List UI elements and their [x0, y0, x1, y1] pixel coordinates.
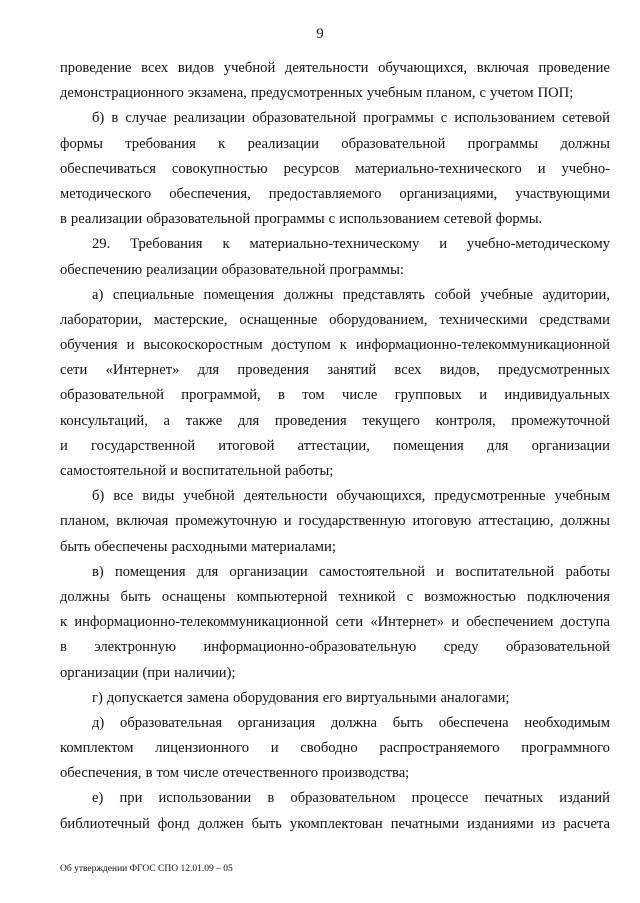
word: доступом [271, 337, 331, 354]
text-line [60, 333, 610, 358]
word: наличии); [174, 664, 236, 681]
word: реализации [173, 110, 246, 127]
footer-note: Об утверждении ФГОС СПО 12.01.09 – 05 [60, 864, 233, 874]
word: для [237, 412, 260, 429]
word: учебно-методическому [466, 236, 610, 253]
word: обучающихся, [378, 60, 468, 76]
word: мастерские, [153, 311, 228, 328]
word: возможностью [424, 588, 516, 605]
word: участвующими [515, 185, 610, 202]
word: учебной [223, 60, 276, 76]
text-line [60, 736, 610, 761]
word: использованием [339, 211, 440, 228]
word: быть [392, 714, 424, 731]
word: лицензионного [155, 740, 250, 757]
text-line [60, 560, 610, 585]
word: оснащенные [239, 311, 318, 328]
word: среду [443, 639, 479, 656]
word: 29. [92, 236, 111, 253]
word: организации [531, 437, 610, 454]
word: обеспечения, [169, 185, 251, 202]
text-line [60, 232, 610, 257]
word: материально-технического [355, 160, 522, 177]
word: числе [182, 765, 219, 782]
word: замена [186, 689, 229, 706]
page-number: 9 [316, 26, 324, 42]
word: аудитории, [542, 286, 610, 303]
word: программой, [181, 387, 261, 404]
word: оснащены [161, 588, 226, 605]
word: обеспечиваться [60, 160, 156, 177]
word: реализации [70, 211, 143, 228]
word: обучения [60, 337, 118, 354]
word: Требования [130, 236, 203, 253]
word: индивидуальных [504, 387, 610, 404]
word: необходимым [524, 714, 610, 731]
word: предусмотренных [250, 85, 363, 102]
word: материалами; [251, 538, 336, 555]
text-line [60, 258, 610, 283]
word: предусмотренные [434, 488, 546, 505]
word: при [119, 790, 143, 807]
word: «Интернет» [105, 362, 180, 379]
word: предусмотренных [498, 362, 610, 379]
word: обеспечены [94, 538, 168, 555]
word: требования [125, 135, 196, 152]
word: образовательном [290, 790, 396, 807]
word: печатными [390, 815, 460, 832]
word: сети [335, 614, 364, 631]
word: обеспечению [60, 261, 143, 278]
word: техническими [439, 311, 528, 328]
word: групповых [394, 387, 462, 404]
text-line [60, 459, 610, 484]
word: собой [434, 286, 471, 303]
word: помещения [203, 286, 275, 303]
word: и [283, 513, 292, 530]
text-line [60, 635, 610, 660]
word: программы [467, 135, 539, 152]
word: в) [92, 563, 104, 580]
text-line [60, 509, 610, 534]
word: экзамена, [187, 85, 247, 102]
word: включая [116, 513, 169, 530]
word: должна [330, 714, 378, 731]
word: учебным [554, 488, 610, 505]
word: оборудования [233, 689, 319, 706]
text-line [60, 535, 610, 560]
word: занятий [327, 362, 377, 379]
word: видов [177, 60, 215, 76]
word: аттестации, [297, 437, 370, 454]
word: демонстрационного [60, 85, 184, 102]
word: текущего [362, 412, 420, 429]
word: высокоскоростным [143, 337, 263, 354]
word: в [60, 211, 67, 228]
word: и [270, 740, 279, 757]
word: организациями, [399, 185, 498, 202]
text-line [60, 358, 610, 383]
word: и [126, 337, 135, 354]
word: образовательная [120, 714, 223, 731]
word: должны [283, 286, 334, 303]
word: проведение [60, 60, 132, 76]
text-line [60, 56, 610, 81]
word: учебной [183, 488, 235, 505]
word: электронную [94, 639, 176, 656]
word: учетом [490, 85, 534, 102]
word: процессе [411, 790, 469, 807]
word: с [328, 211, 336, 228]
word: проведения [237, 362, 310, 379]
word: б) [92, 110, 105, 127]
text-line [60, 383, 610, 408]
word: а) [92, 286, 104, 303]
word: быть [251, 815, 282, 832]
word: всех [394, 362, 422, 379]
word: государственную [298, 513, 406, 530]
word: также [185, 412, 223, 429]
text-line [60, 308, 610, 333]
word: печатных [484, 790, 544, 807]
word: подключения [526, 588, 610, 605]
word: учебные [480, 286, 533, 303]
word: свободно [300, 740, 358, 757]
word: его [322, 689, 343, 706]
word: государственной [91, 437, 196, 454]
word: техникой [338, 588, 396, 605]
word: д) [92, 714, 105, 731]
word: допускается [106, 689, 183, 706]
word: из [541, 815, 556, 832]
word: библиотечный [60, 815, 150, 832]
word: совокупностью [171, 160, 268, 177]
word: использованием [454, 110, 555, 127]
word: проведения [274, 412, 347, 429]
word: е) [92, 790, 104, 807]
word: компьютерной [236, 588, 328, 605]
word: материально-техническому [249, 236, 420, 253]
word: сети [60, 362, 88, 379]
word: случае [125, 110, 167, 127]
word: образовательной [252, 110, 357, 127]
word: формы. [495, 211, 543, 228]
text-line [60, 132, 610, 157]
word: сетевой [562, 110, 610, 127]
word: лаборатории, [60, 311, 142, 328]
word: деятельности [243, 488, 328, 505]
word: проведение [538, 60, 610, 76]
word: расходными [171, 538, 248, 555]
word: том [302, 387, 325, 404]
word: должны [560, 513, 610, 530]
text-line [60, 812, 610, 837]
word: образовательной [341, 135, 446, 152]
word: для [196, 563, 219, 580]
word: с [406, 588, 414, 605]
word: доступа [560, 614, 610, 631]
word: помещения [114, 563, 186, 580]
word: программного [521, 740, 610, 757]
word: все [113, 488, 134, 505]
word: промежуточной [511, 412, 610, 429]
text-line [60, 786, 610, 811]
word: работы [565, 563, 610, 580]
text-line [60, 661, 610, 686]
word: а [163, 412, 171, 429]
text-line [60, 761, 610, 786]
word: и [170, 463, 178, 479]
word: контроля, [435, 412, 496, 429]
word: реализации [247, 135, 319, 152]
word: и [439, 236, 448, 253]
word: реализации [146, 261, 218, 278]
word: всех [141, 60, 169, 76]
word: для [486, 437, 509, 454]
word: и [60, 437, 68, 454]
word: включая [476, 60, 529, 76]
word: использовании [158, 790, 252, 807]
word: в [60, 639, 67, 656]
word: обеспечения, [60, 765, 142, 782]
word: изданий [559, 790, 610, 807]
word: аналогами; [440, 689, 510, 706]
text-line [60, 711, 610, 736]
text-line [60, 283, 610, 308]
word: средствами [539, 311, 610, 328]
word: организации [229, 563, 308, 580]
text-line [60, 106, 610, 131]
word: деятельности [284, 60, 369, 76]
word: итоговой [218, 437, 275, 454]
word: обеспечением [466, 614, 554, 631]
word: консультаций, [60, 412, 148, 429]
text-line [60, 484, 610, 509]
word: б) [92, 488, 105, 505]
word: должны [60, 588, 110, 605]
word: образовательной [221, 261, 326, 278]
word: в [278, 387, 285, 404]
word: формы [60, 135, 103, 152]
word: самостоятельной [318, 563, 426, 580]
word: г) [92, 689, 103, 706]
word: образовательной [60, 387, 164, 404]
word: виртуальными [346, 689, 437, 706]
word: предоставляемого [268, 185, 382, 202]
text-line [60, 686, 610, 711]
word: программы [254, 211, 325, 228]
word: учебно- [561, 160, 610, 177]
word: обеспечена [438, 714, 509, 731]
word: программы: [329, 261, 404, 278]
word: самостоятельной [60, 463, 167, 479]
word: информационно-телекоммуникационной [355, 337, 610, 354]
word: учебным [366, 85, 423, 102]
word: информационно-телекоммуникационной [74, 614, 329, 631]
word: ПОП; [537, 85, 574, 102]
word: к [218, 135, 226, 152]
word: методического [60, 185, 152, 202]
word: к [60, 614, 68, 631]
word: и [479, 387, 488, 404]
document-body [60, 56, 610, 837]
word: в [111, 110, 119, 127]
word: информационно-образовательную [203, 639, 417, 656]
word: воспитательной [181, 463, 281, 479]
text-line [60, 157, 610, 182]
word: (при [142, 664, 171, 681]
word: планом, [60, 513, 110, 530]
text-line [60, 81, 610, 106]
word: программы [363, 110, 434, 127]
word: воспитательной [455, 563, 555, 580]
word: должен [197, 815, 244, 832]
word: распространяемого [379, 740, 500, 757]
word: работы; [284, 463, 334, 479]
word: организация [237, 714, 316, 731]
word: организации [60, 664, 139, 681]
word: и [436, 563, 445, 580]
word: планом, [426, 85, 476, 102]
word: представлять [342, 286, 425, 303]
text-line [60, 207, 610, 232]
word: и [451, 614, 460, 631]
word: числе [341, 387, 378, 404]
word: специальные [112, 286, 194, 303]
word: с [479, 85, 487, 102]
word: изданиями [467, 815, 534, 832]
word: должны [560, 135, 610, 152]
word: видов, [439, 362, 480, 379]
word: промежуточную [175, 513, 277, 530]
text-line [60, 182, 610, 207]
word: комплектом [60, 740, 134, 757]
word: ресурсов [283, 160, 340, 177]
word: образовательной [505, 639, 610, 656]
word: к [339, 337, 347, 354]
word: в [145, 765, 153, 782]
word: быть [120, 588, 151, 605]
word: фонд [157, 815, 190, 832]
word: для [197, 362, 220, 379]
word: сетевой [443, 211, 492, 228]
word: отечественного [222, 765, 319, 782]
word: и [537, 160, 546, 177]
word: укомплектован [289, 815, 383, 832]
word: том [156, 765, 179, 782]
word: виды [142, 488, 175, 505]
word: быть [60, 538, 91, 555]
word: оборудованием, [329, 311, 428, 328]
text-line [60, 434, 610, 459]
text-line [60, 409, 610, 434]
word: образовательной [146, 211, 251, 228]
word: к [222, 236, 230, 253]
word: с [440, 110, 448, 127]
word: в [267, 790, 275, 807]
word: аттестацию, [478, 513, 554, 530]
word: производства; [322, 765, 410, 782]
word: расчета [563, 815, 610, 832]
word: помещения [393, 437, 464, 454]
text-line [60, 585, 610, 610]
word: обучающихся, [336, 488, 426, 505]
word: итоговую [412, 513, 472, 530]
word: «Интернет» [370, 614, 445, 631]
text-line [60, 610, 610, 635]
